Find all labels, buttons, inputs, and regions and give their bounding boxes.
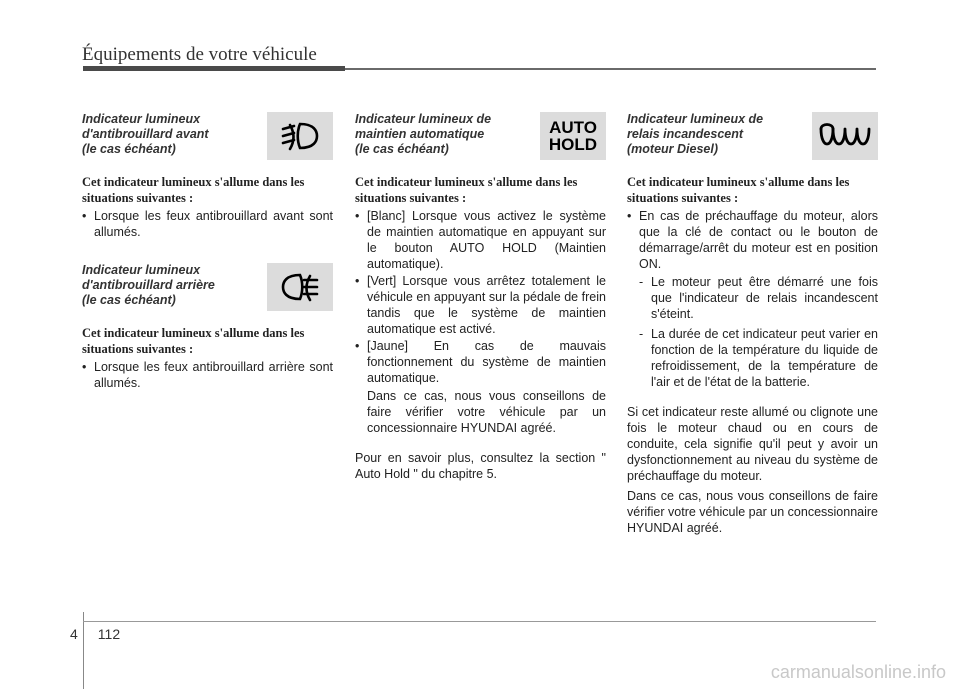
auto-hold-subnote: Dans ce cas, nous vous conseillons de faire vérifier votre véhicule par un concessionnaire HYUNDAI agréé. <box>367 389 606 435</box>
section-glow-plug-header <box>627 112 878 162</box>
page-number <box>70 626 120 642</box>
section-lead-front-fog: Cet indicateur lumineux s'allume dans les situations suivantes : <box>82 175 305 205</box>
header-bar-dark <box>83 66 345 71</box>
section-rear-fog-header <box>82 263 333 313</box>
watermark: carmanualsonline.info <box>770 662 946 682</box>
list-item: • [Blanc] Lorsque vous activez le système de maintien automatique en appuyant sur le bouton AUTO HOLD (Maintien automatique). <box>355 209 606 271</box>
auto-hold-icon: AUTO HOLD <box>540 112 606 160</box>
section-title-rear-fog: Indicateur lumineux d'antibrouillard arrière (le cas échéant) <box>82 263 215 307</box>
header-rule <box>345 68 876 70</box>
page-number-value: 112 <box>97 626 121 642</box>
dash-list-glow-plug <box>627 274 878 390</box>
column-3 <box>627 112 878 540</box>
bullet-list-glow-plug <box>627 208 878 272</box>
section-lead-rear-fog: Cet indicateur lumineux s'allume dans les situations suivantes : <box>82 326 305 356</box>
section-title-glow-plug: Indicateur lumineux de relais incandescent (moteur Diesel) <box>627 112 764 156</box>
glow-plug-icon <box>812 112 878 160</box>
section-auto-hold-header <box>355 112 606 162</box>
column-2 <box>355 112 606 486</box>
footer-vertical-rule <box>83 612 84 689</box>
section-lead-auto-hold: Cet indicateur lumineux s'allume dans les situations suivantes : <box>355 175 578 205</box>
list-item: - Le moteur peut être démarré une fois que l'indicateur de relais incandescent s'éteint. <box>639 275 878 321</box>
list-item: • Lorsque les feux antibrouillard avant sont allumés. <box>82 209 333 239</box>
footer-horizontal-rule <box>83 621 876 622</box>
auto-hold-reference: Pour en savoir plus, consultez la section " Auto Hold " du chapitre 5. <box>355 451 606 481</box>
list-item: • [Jaune] En cas de mauvais fonctionnement du système de maintien automatique. <box>355 339 606 385</box>
page-header-title: Équipements de votre véhicule <box>82 44 317 65</box>
chapter-number: 4 <box>70 626 78 642</box>
glow-plug-paragraph-2: Dans ce cas, nous vous conseillons de faire vérifier votre véhicule par un concessionnaire HYUNDAI agréé. <box>627 489 878 535</box>
bullet-list-rear-fog <box>82 359 333 391</box>
section-title-front-fog: Indicateur lumineux d'antibrouillard avant (le cas échéant) <box>82 112 209 156</box>
section-title-auto-hold: Indicateur lumineux de maintien automatique (le cas échéant) <box>355 112 492 156</box>
list-item: • Lorsque les feux antibrouillard arrière sont allumés. <box>82 360 333 390</box>
list-item: - La durée de cet indicateur peut varier en fonction de la température du liquide de refroidissement, de la température de l'air et de l'état de la batterie. <box>639 327 878 389</box>
bullet-list-auto-hold <box>355 208 606 386</box>
column-1 <box>82 112 333 392</box>
rear-fog-light-icon <box>267 263 333 311</box>
section-front-fog-header <box>82 112 333 162</box>
front-fog-light-icon <box>267 112 333 160</box>
bullet-list-front-fog <box>82 208 333 240</box>
list-item: • En cas de préchauffage du moteur, alors que la clé de contact ou le bouton de démarrage/arrêt du moteur est en position ON. <box>627 209 878 271</box>
section-lead-glow-plug: Cet indicateur lumineux s'allume dans les situations suivantes : <box>627 175 850 205</box>
list-item: • [Vert] Lorsque vous arrêtez totalement le véhicule en appuyant sur la pédale de frein tandis que le système de maintien automatique est activé. <box>355 274 606 336</box>
glow-plug-paragraph-1: Si cet indicateur reste allumé ou clignote une fois le moteur chaud ou en cours de conduite, cela signifie qu'il peut y avoir un dysfonctionnement au niveau du système de préchauffage du moteur. <box>627 405 878 483</box>
